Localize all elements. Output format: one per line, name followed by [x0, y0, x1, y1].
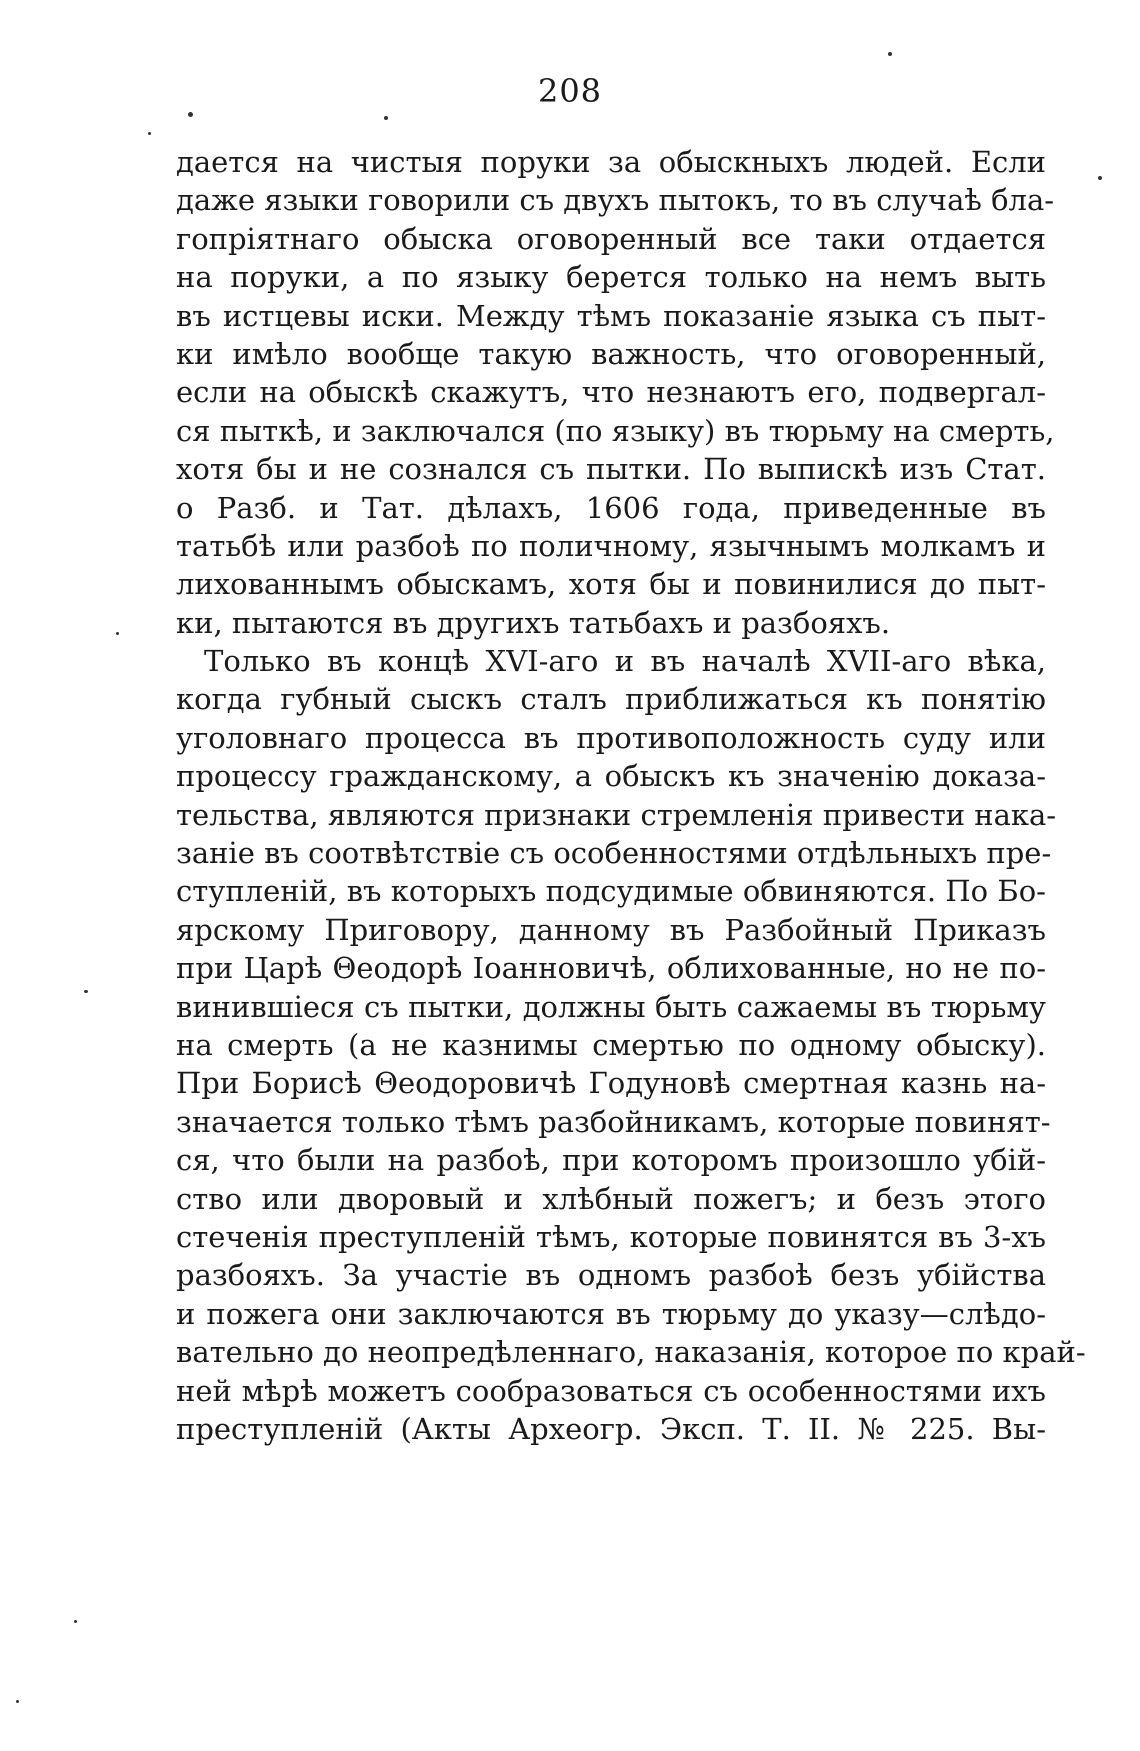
text-line: при Царѣ Θеодорѣ Іоанновичѣ, облихованные, но не по- — [176, 951, 1046, 986]
text-line: уголовнаго процесса въ противоположность суду или — [176, 720, 1046, 755]
text-line: значается только тѣмъ разбойникамъ, которые повинят- — [176, 1104, 1051, 1139]
scan-speck — [1098, 176, 1102, 180]
text-line: на смерть (а не казнимы смертью по одному обыску). — [176, 1027, 1046, 1062]
text-line: ки имѣло вообще такую важность, что оговоренный, — [176, 336, 1046, 371]
scan-speck — [116, 632, 119, 635]
text-line: ся, что были на разбоѣ, при которомъ произошло убій- — [176, 1143, 1046, 1178]
text-line: вательно до неопредѣленнаго, наказанія, которое по край- — [176, 1335, 1086, 1370]
text-line: татьбѣ или разбоѣ по поличному, язычнымъ молкамъ и — [176, 528, 1046, 563]
scan-speck — [16, 1700, 19, 1703]
body-text — [176, 143, 1086, 1448]
text-line: При Борисѣ Θеодоровичѣ Годуновѣ смертная казнь на- — [176, 1066, 1046, 1101]
text-line: Только въ концѣ XVI-аго и въ началѣ XVII-аго вѣка, — [204, 644, 1046, 679]
text-line: ки, пытаются въ другихъ татьбахъ и разбояхъ. — [176, 605, 891, 640]
text-line: дается на чистыя поруки за обыскныхъ людей. Если — [176, 145, 1046, 179]
scan-speck — [148, 132, 151, 135]
text-line: лихованнымъ обыскамъ, хотя бы и повинилися до пыт- — [176, 567, 1046, 602]
text-line: когда губный сыскъ сталъ приближаться къ понятію — [176, 682, 1046, 717]
scan-speck — [74, 1620, 77, 1623]
text-line: на поруки, а по языку берется только на немъ выть — [176, 260, 1046, 295]
text-line: тельства, являются признаки стремленія привести нака- — [176, 797, 1057, 832]
text-line: даже языки говорили съ двухъ пытокъ, то въ случаѣ бла- — [176, 183, 1055, 218]
text-line: преступленій (Акты Археогр. Эксп. Т. II. № 225. Вы- — [176, 1411, 1046, 1446]
text-line: хотя бы и не сознался съ пытки. По выпискѣ изъ Стат. — [176, 452, 1046, 487]
scan-speck — [188, 112, 193, 117]
scan-speck — [84, 990, 88, 993]
text-line: если на обыскѣ скажутъ, что незнаютъ его, подвергал- — [176, 375, 1046, 410]
text-line: и пожега они заключаются въ тюрьму до указу—слѣдо- — [176, 1296, 1046, 1331]
text-line: заніе въ соотвѣтствіе съ особенностями отдѣльныхъ пре- — [176, 836, 1052, 871]
text-line: гопріятнаго обыска оговоренный все таки отдается — [176, 221, 1046, 256]
scan-speck — [384, 116, 388, 120]
text-line: процессу гражданскому, а обыскъ къ значенію доказа- — [176, 759, 1046, 794]
text-line: разбояхъ. За участіе въ одномъ разбоѣ безъ убійства — [176, 1258, 1046, 1293]
text-line: ся пыткѣ, и заключался (по языку) въ тюрьму на смерть, — [176, 413, 1055, 448]
text-line: ство или дворовый и хлѣбный пожегъ; и безъ этого — [176, 1181, 1046, 1216]
text-line: ступленій, въ которыхъ подсудимые обвиняются. По Бо- — [176, 874, 1046, 909]
text-line: стеченія преступленій тѣмъ, которые повинятся въ 3-хъ — [176, 1219, 1046, 1254]
scan-speck — [888, 52, 892, 56]
text-line: ней мѣрѣ можетъ сообразоваться съ особенностями ихъ — [176, 1373, 1046, 1408]
text-line: въ истцевы иски. Между тѣмъ показаніе языка съ пыт- — [176, 298, 1046, 333]
text-line: ярскому Приговору, данному въ Разбойный Приказъ — [176, 912, 1046, 947]
page-number: 208 — [537, 72, 603, 110]
text-line: о Разб. и Тат. дѣлахъ, 1606 года, приведенные въ — [176, 490, 1046, 525]
text-line: винившіеся съ пытки, должны быть сажаемы въ тюрьму — [176, 989, 1046, 1024]
